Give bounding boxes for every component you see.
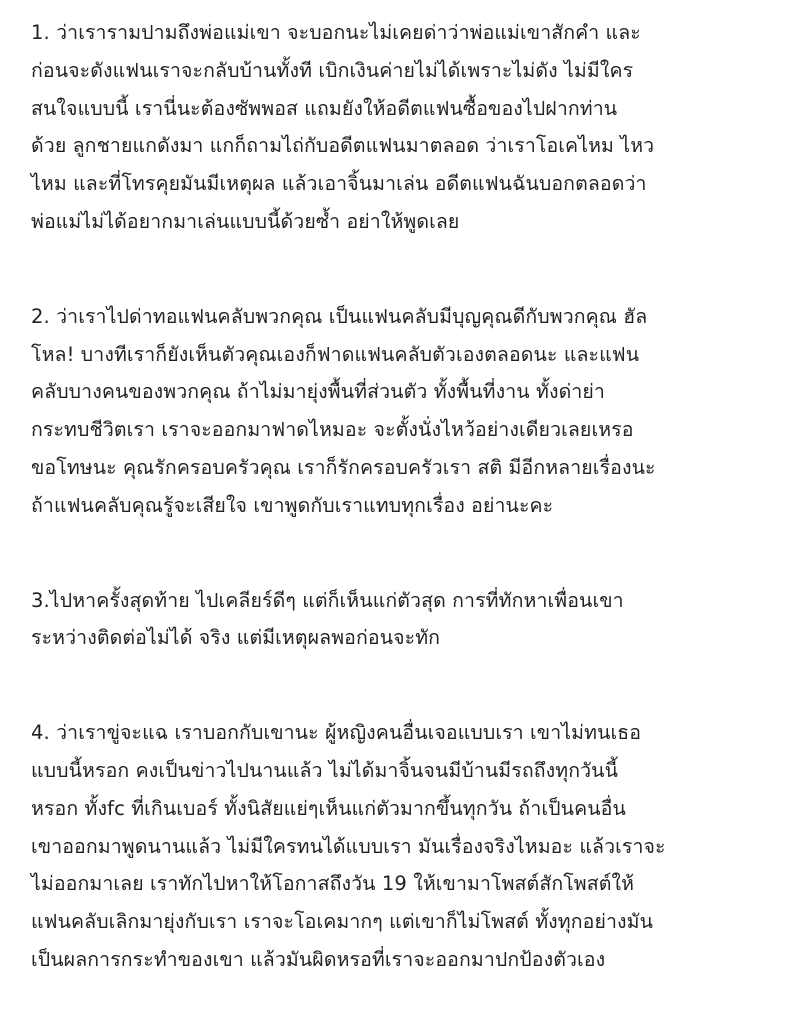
text-line: สนใจแบบนี้ เรานี่นะต้องซัพพอส แถมยังให้อดีตแฟนซื้อของไปฝากท่าน [31, 96, 618, 120]
text-line: 3.ไปหาครั้งสุดท้าย ไปเคลียร์ดีๆ แต่ก็เห็นแก่ตัวสุด การที่ทักหาเพื่อนเขา [31, 588, 624, 612]
paragraph-3 [31, 582, 780, 658]
text-line: ระหว่างติดต่อไม่ได้ จริง แต่มีเหตุผลพอก่อนจะทัก [31, 626, 441, 650]
text-line: เขาออกมาพูดนานแล้ว ไม่มีใครทนได้แบบเรา มันเรื่องจริงไหมอะ แล้วเราจะ [31, 834, 666, 858]
paragraph-1 [31, 14, 780, 241]
text-line: คลับบางคนของพวกคุณ ถ้าไม่มายุ่งพื้นที่ส่วนตัว ทั้งพื้นที่งาน ทั้งด่าย่า [31, 380, 605, 404]
paragraph-4 [31, 714, 780, 979]
text-line: ไหม และที่โทรคุยมันมีเหตุผล แล้วเอาจิ้นมาเล่น อดีตแฟนฉันบอกตลอดว่า [31, 172, 647, 196]
text-line: ถ้าแฟนคลับคุณรู้จะเสียใจ เขาพูดกับเราแทบทุกเรื่อง อย่านะคะ [31, 493, 554, 517]
text-line: เป็นผลการกระทำของเขา แล้วมันผิดหรอที่เราจะออกมาปกป้องตัวเอง [31, 947, 606, 971]
text-line: 4. ว่าเราขู่จะแฉ เราบอกกับเขานะ ผู้หญิงคนอื่นเจอแบบเรา เขาไม่ทนเธอ [31, 721, 642, 745]
paragraph-spacer [31, 241, 780, 298]
text-line: ก่อนจะดังแฟนเราจะกลับบ้านทั้งที เบิกเงินค่ายไม่ได้เพราะไม่ดัง ไม่มีใคร [31, 58, 634, 82]
text-line: โหล! บางทีเราก็ยังเห็นตัวคุณเองก็ฟาดแฟนคลับตัวเองตลอดนะ และแฟน [31, 342, 640, 366]
text-line: ด้วย ลูกชายแกดังมา แกก็ถามไถ่กับอดีตแฟนมาตลอด ว่าเราโอเคไหม ไหว [31, 134, 655, 158]
text-line: 2. ว่าเราไปด่าทอแฟนคลับพวกคุณ เป็นแฟนคลับมีบุญคุณดีกับพวกคุณ ฮัล [31, 304, 648, 328]
text-line: ไม่ออกมาเลย เราทักไปหาให้โอกาสถึงวัน 19 ให้เขามาโพสต์สักโพสต์ให้ [31, 872, 635, 896]
text-line: แบบนี้หรอก คงเป็นข่าวไปนานแล้ว ไม่ได้มาจิ้นจนมีบ้านมีรถถึงทุกวันนี้ [31, 758, 619, 782]
text-line: แฟนคลับเลิกมายุ่งกับเรา เราจะโอเคมากๆ แต่เขาก็ไม่โพสต์ ทั้งทุกอย่างมัน [31, 910, 654, 934]
paragraph-2 [31, 298, 780, 525]
text-line: กระทบชีวิตเรา เราจะออกมาฟาดไหมอะ จะตั้งนั่งไหว้อย่างเดียวเลยเหรอ [31, 418, 634, 442]
text-line: ขอโทษนะ คุณรักครอบครัวคุณ เราก็รักครอบครัวเรา สติ มีอีกหลายเรื่องนะ [31, 455, 656, 479]
paragraph-spacer [31, 525, 780, 582]
text-line: 1. ว่าเรารามปามถึงพ่อแม่เขา จะบอกนะไม่เคยด่าว่าพ่อแม่เขาสักคำ และ [31, 21, 641, 44]
text-line: หรอก ทั้งfc ที่เกินเบอร์ ทั้งนิสัยแย่ๆเห็นแก่ตัวมากขึ้นทุกวัน ถ้าเป็นคนอื่น [31, 796, 626, 820]
paragraph-spacer [31, 657, 780, 714]
text-line: พ่อแม่ไม่ได้อยากมาเล่นแบบนี้ด้วยซ้ำ อย่าให้พูดเลย [31, 209, 460, 233]
